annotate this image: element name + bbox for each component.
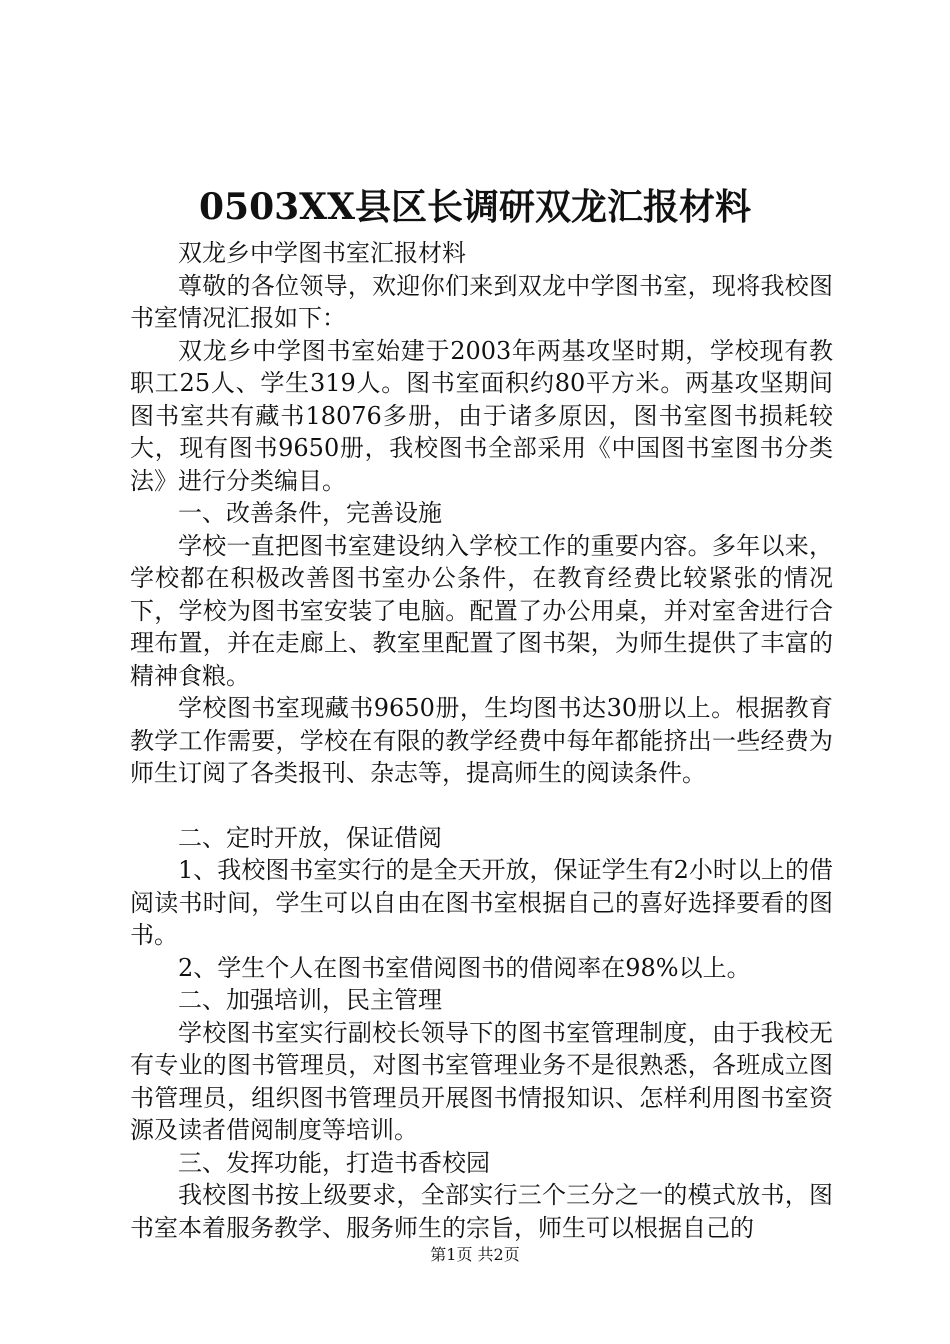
- paragraph-training: 学校图书室实行副校长领导下的图书室管理制度，由于我校无有专业的图书管理员，对图书室管理业务不是很熟悉，各班成立图书管理员，组织图书管理员开展图书情报知识、怎样利用图书室资源及读者借阅制度等培训。: [130, 1018, 833, 1144]
- page-footer: 第1页 共2页: [430, 1245, 520, 1264]
- paragraph-subtitle: 双龙乡中学图书室汇报材料: [178, 239, 466, 267]
- section-heading-4: 三、发挥功能，打造书香校园: [178, 1148, 490, 1177]
- paragraph-facilities: 学校一直把图书室建设纳入学校工作的重要内容。多年以来，学校都在积极改善图书室办公条件，在教育经费比较紧张的情况下，学校为图书室安装了电脑。配置了办公用桌，并对室舍进行合理布置，并在走廊上、教室里配置了图书架，为师生提供了丰富的精神食粮。: [130, 531, 833, 690]
- paragraph-greeting: 尊敬的各位领导，欢迎你们来到双龙中学图书室，现将我校图书室情况汇报如下：: [130, 271, 833, 332]
- section-heading-1: 一、改善条件，完善设施: [178, 499, 442, 527]
- paragraph-overview: 双龙乡中学图书室始建于2003年两基攻坚时期，学校现有教职工25人、学生319人。图书室面积约80平方米。两基攻坚期间图书室共有藏书18076多册，由于诸多原因，图书室图书损耗较大，现有图书9650册，我校图书全部采用《中国图书室图书分类法》进行分类编目。: [130, 336, 833, 495]
- document-title: 0503XX县区长调研双龙汇报材料: [198, 186, 752, 228]
- paragraph-collection: 学校图书室现藏书9650册，生均图书达30册以上。根据教育教学工作需要，学校在有限的教学经费中每年都能挤出一些经费为师生订阅了各类报刊、杂志等，提高师生的阅读条件。: [130, 694, 833, 787]
- section-heading-3: 二、加强培训，民主管理: [178, 986, 442, 1014]
- paragraph-function: 我校图书按上级要求，全部实行三个三分之一的模式放书，图书室本着服务教学、服务师生的宗旨，师生可以根据自己的: [130, 1181, 833, 1242]
- section-heading-2: 二、定时开放，保证借阅: [178, 823, 442, 852]
- document-body: [130, 237, 833, 1244]
- paragraph-opening-hours: 1、我校图书室实行的是全天开放，保证学生有2小时以上的借阅读书时间，学生可以自由在图书室根据自己的喜好选择要看的图书。: [130, 856, 833, 949]
- paragraph-borrow-rate: 2、学生个人在图书室借阅图书的借阅率在98%以上。: [178, 953, 751, 982]
